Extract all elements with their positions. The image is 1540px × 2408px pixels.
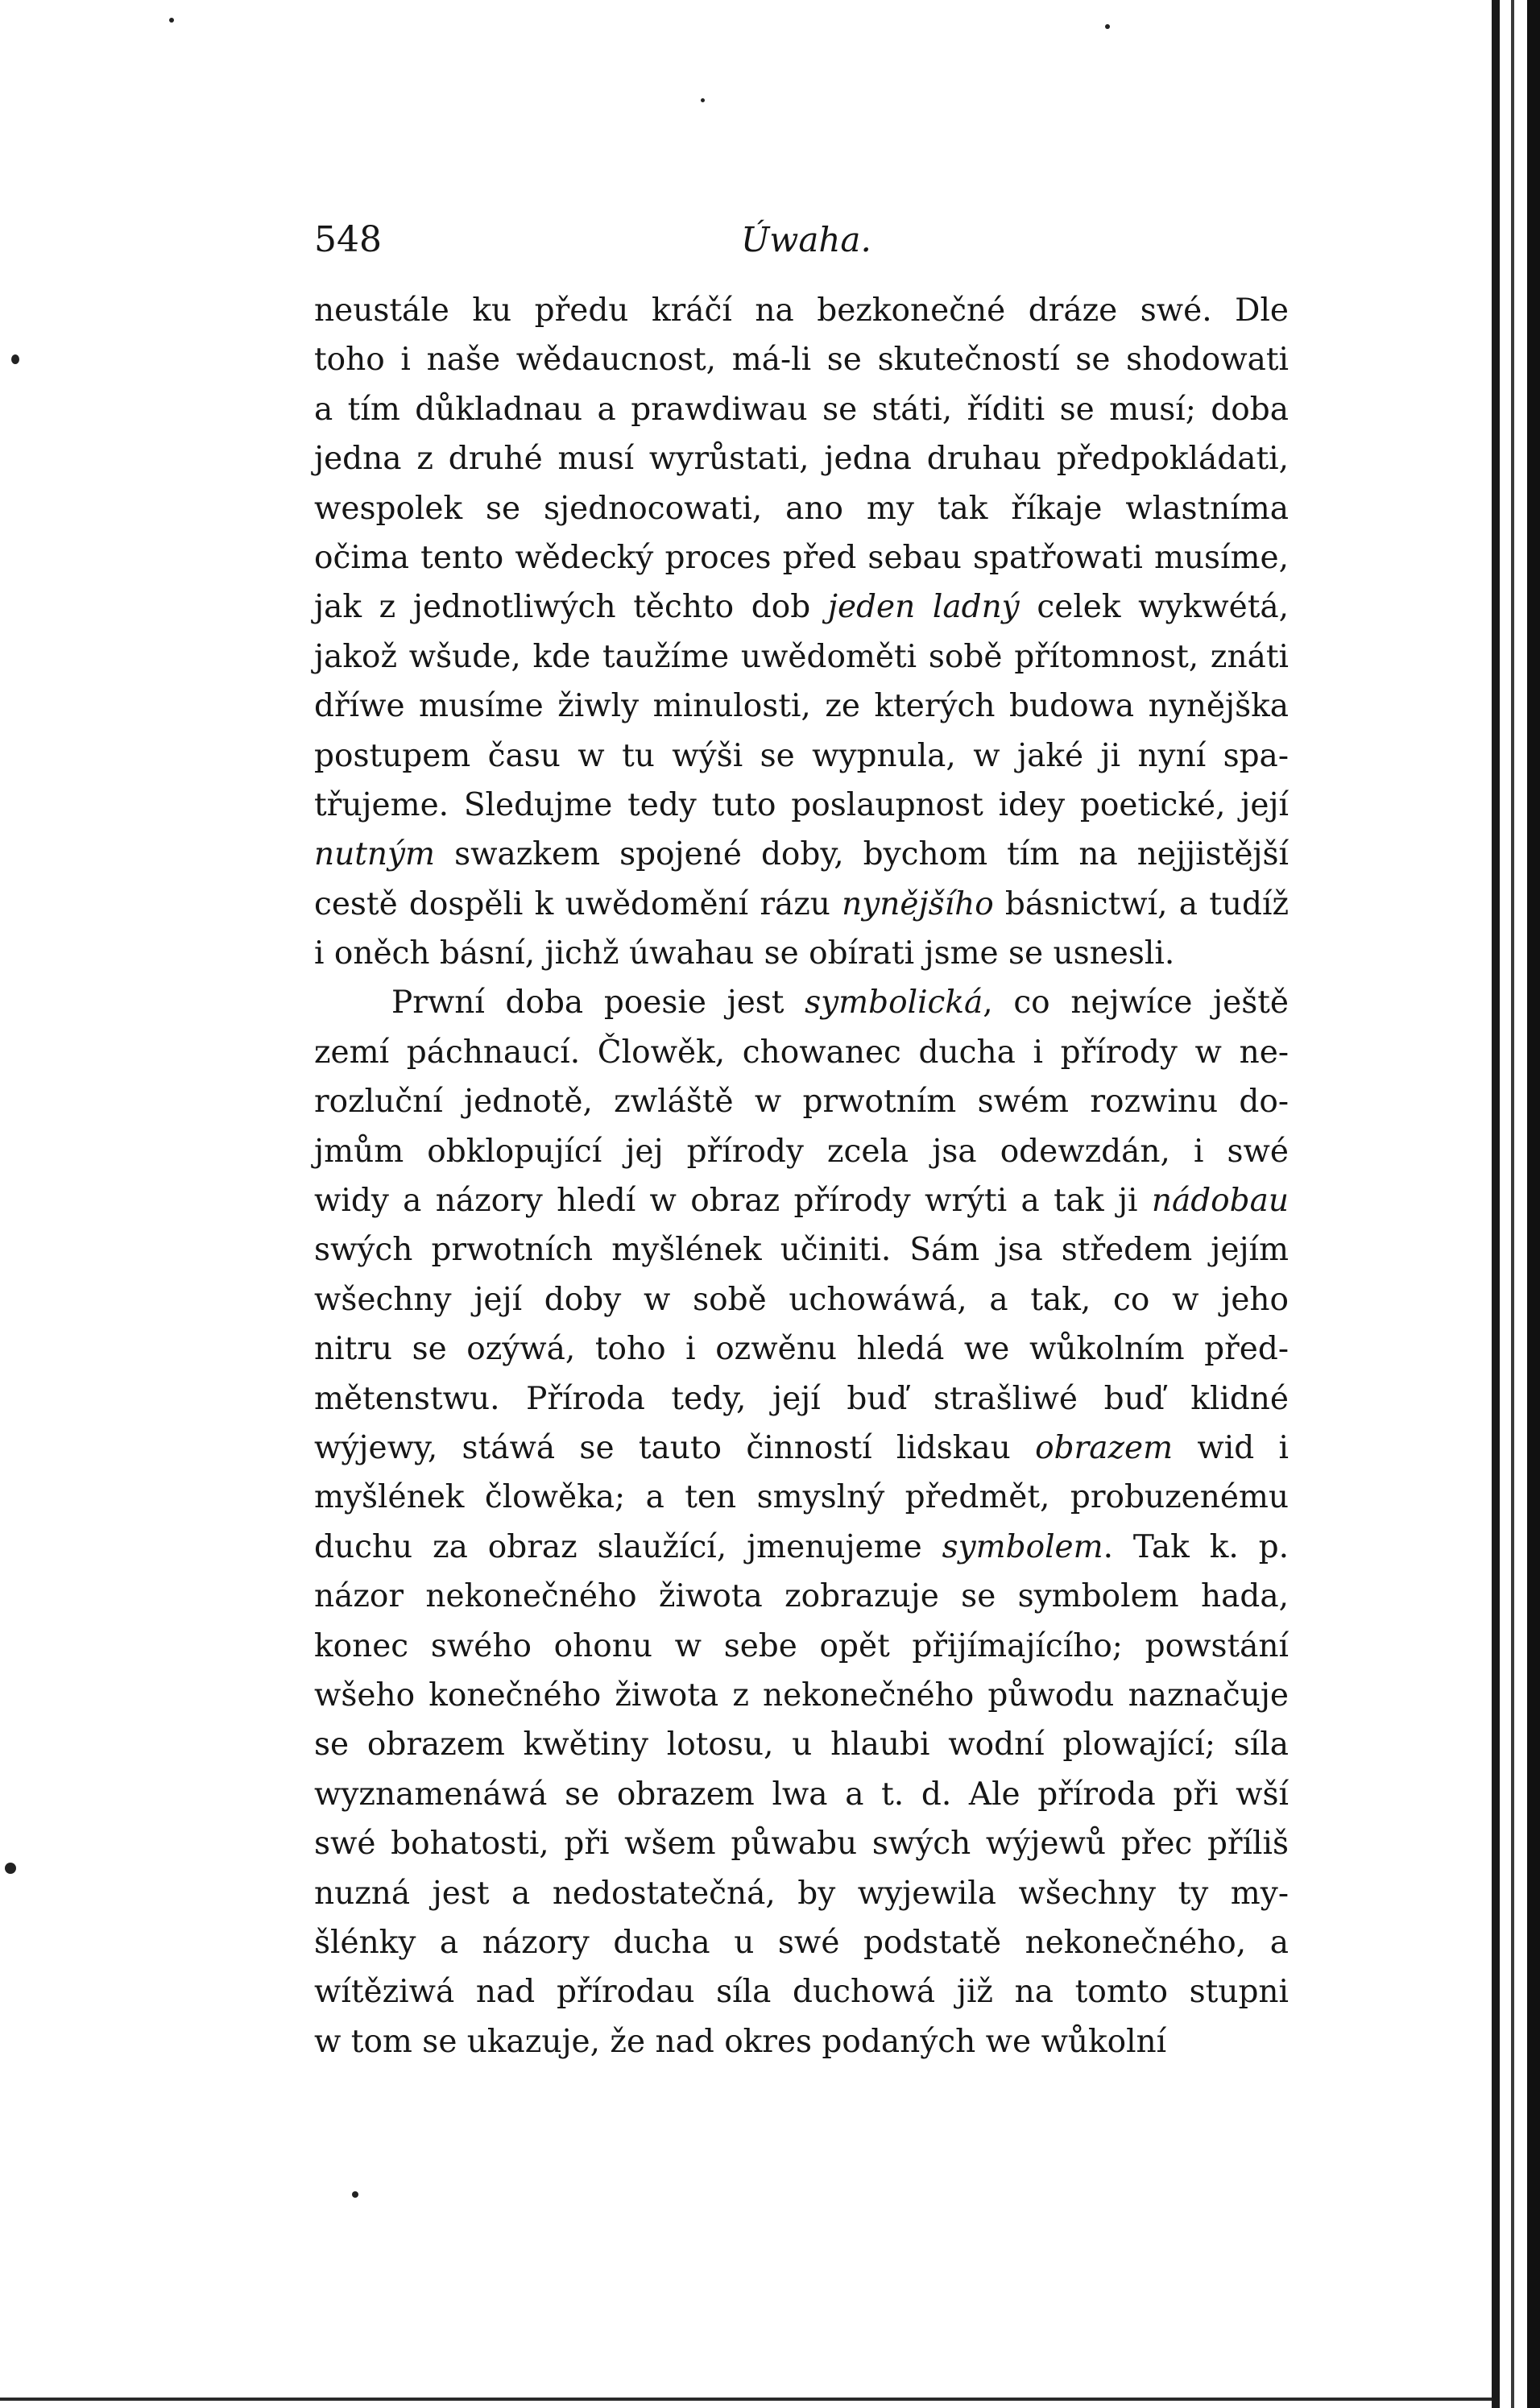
text-segment: jmům obklopující jej přírody zcela jsa odewzdán, i swé (314, 1133, 1289, 1170)
text-segment: wšechny její doby w sobě uchowáwá, a tak, co w jeho (314, 1281, 1289, 1318)
text-segment: . Tak k. p. (1103, 1528, 1289, 1565)
text-segment: jakož wšude, kde taužíme uwědoměti sobě přítomnost, znáti (314, 638, 1289, 675)
text-segment: toho i naše wědaucnost, má-li se skutečností se shodowati (314, 342, 1289, 379)
text-segment: básnictwí, a tudíž (993, 885, 1289, 922)
text-segment: i oněch básní, jichž úwahau se obírati jsme se usnesli. (314, 935, 1175, 972)
text-line (314, 978, 1289, 1027)
text-line (314, 1869, 1289, 1918)
text-line (314, 2017, 1289, 2066)
paragraph (314, 286, 1289, 978)
text-line (314, 1275, 1289, 1324)
text-segment: wítěziwá nad přírodau síla duchowá již na tomto stupni (314, 1974, 1289, 2011)
text-line (314, 682, 1289, 731)
text-segment: wespolek se sjednocowati, ano my tak říkaje wlastníma (314, 490, 1289, 527)
body-text (314, 286, 1289, 2066)
text-line (314, 582, 1289, 632)
text-line (314, 1374, 1289, 1424)
text-segment: wyznamenáwá se obrazem lwa a t. d. Ale příroda při wší (314, 1776, 1289, 1813)
text-segment: se obrazem kwětiny lotosu, u hlaubi wodní plowající; síla (314, 1726, 1289, 1764)
text-segment: w tom se ukazuje, že nad okres podaných we wůkolní (314, 2023, 1167, 2060)
scan-speck (169, 18, 174, 23)
page-edge-border (1527, 0, 1540, 2408)
text-segment: mětenstwu. Příroda tedy, její buď strašliwé buď klidné (314, 1380, 1289, 1417)
text-segment: konec swého ohonu w sebe opět přijímajícího; powstání (314, 1627, 1289, 1664)
text-line (314, 335, 1289, 384)
scan-speck (352, 2191, 358, 2198)
text-line (314, 286, 1289, 335)
text-line (314, 434, 1289, 483)
text-segment: duchu za obraz slaužící, jmenujeme (314, 1528, 942, 1565)
text-segment: postupem času w tu wýši se wypnula, w jaké ji nyní spa- (314, 737, 1289, 774)
text-segment: šlénky a názory ducha u swé podstatě nekonečného, a (314, 1924, 1289, 1961)
text-segment: myšlének člowěka; a ten smyslný předmět, probuzenému (314, 1479, 1289, 1516)
text-line (314, 1671, 1289, 1720)
text-segment: jedna z druhé musí wyrůstati, jedna druhau předpokládati, (314, 441, 1289, 478)
text-segment: nuzná jest a nedostatečná, by wyjewila wšechny ty my- (314, 1875, 1289, 1912)
text-segment: a tím důkladnau a prawdiwau se státi, říditi se musí; doba (314, 391, 1289, 428)
page-edge-line (1511, 0, 1514, 2408)
text-segment: , co nejwíce ještě (983, 984, 1289, 1022)
scan-speck (11, 354, 19, 364)
text-segment: swé bohatosti, při wšem půwabu swých wýjewů přec příliš (314, 1826, 1289, 1863)
text-line (314, 1077, 1289, 1126)
italic-text: nutným (314, 836, 436, 873)
text-line (314, 1473, 1289, 1522)
page-edge-shadow (1492, 0, 1500, 2408)
text-line (314, 632, 1289, 682)
text-line (314, 1176, 1289, 1225)
text-segment: zemí páchnaucí. Člowěk, chowanec ducha i přírody w ne- (314, 1034, 1289, 1071)
text-line (314, 1967, 1289, 2016)
scan-speck (5, 1863, 16, 1874)
text-line (314, 533, 1289, 582)
italic-text: nádobau (1151, 1183, 1289, 1220)
scan-speck (701, 98, 705, 102)
text-segment: celek wykwétá, (1019, 589, 1290, 626)
text-line (314, 1127, 1289, 1176)
text-segment: wýjewy, stáwá se tauto činností lidskau (314, 1429, 1036, 1466)
running-title: Úwaha. (741, 220, 871, 259)
bottom-edge (0, 2398, 1492, 2401)
text-line (314, 1819, 1289, 1868)
text-segment: cestě dospěli k uwědomění rázu (314, 885, 842, 922)
text-line (314, 1770, 1289, 1819)
text-segment: názor nekonečného žiwota zobrazuje se symbolem hada, (314, 1578, 1289, 1615)
text-segment: wid i (1173, 1429, 1289, 1466)
text-line (314, 1523, 1289, 1572)
text-line (314, 1424, 1289, 1473)
text-segment: swých prwotních myšlének učiniti. Sám jsa středem jejím (314, 1232, 1289, 1269)
page-header (314, 216, 1289, 264)
text-line (314, 732, 1289, 781)
italic-text: symbolická (805, 984, 983, 1022)
text-segment: wšeho konečného žiwota z nekonečného půwodu naznačuje (314, 1676, 1289, 1714)
scan-speck (1105, 24, 1110, 29)
italic-text: nynějšího (842, 885, 994, 922)
text-segment: neustále ku předu kráčí na bezkonečné dráze swé. Dle (314, 292, 1289, 329)
text-line (314, 781, 1289, 830)
text-line (314, 830, 1289, 879)
text-line (314, 880, 1289, 929)
text-segment: jak z jednotliwých těchto dob (314, 589, 828, 626)
text-segment: dříwe musíme žiwly minulosti, ze kterých budowa nynějška (314, 688, 1289, 725)
text-segment: nitru se ozýwá, toho i ozwěnu hledá we wůkolním před- (314, 1331, 1289, 1368)
page-number: 548 (314, 219, 382, 260)
text-line (314, 929, 1289, 978)
text-segment: swazkem spojené doby, bychom tím na nejjistější (435, 836, 1289, 873)
italic-text: symbolem (942, 1528, 1103, 1565)
text-segment: očima tento wědecký proces před sebau spatřowati musíme, (314, 539, 1289, 576)
text-line (314, 385, 1289, 434)
text-segment: rozluční jednotě, zwláště w prwotním swém rozwinu do- (314, 1084, 1289, 1121)
text-line (314, 1572, 1289, 1621)
text-line (314, 1225, 1289, 1274)
text-line (314, 1324, 1289, 1374)
text-line (314, 1028, 1289, 1077)
text-line (314, 1918, 1289, 1967)
italic-text: obrazem (1035, 1429, 1174, 1466)
text-line (314, 1720, 1289, 1769)
text-line (314, 484, 1289, 533)
text-line (314, 1622, 1289, 1671)
text-segment: Prwní doba poesie jest (391, 984, 805, 1022)
text-segment: třujeme. Sledujme tedy tuto poslaupnost idey poetické, její (314, 786, 1289, 823)
italic-text: jeden ladný (827, 589, 1020, 626)
paragraph (314, 978, 1289, 2066)
text-segment: widy a názory hledí w obraz přírody wrýti a tak ji (314, 1183, 1152, 1220)
